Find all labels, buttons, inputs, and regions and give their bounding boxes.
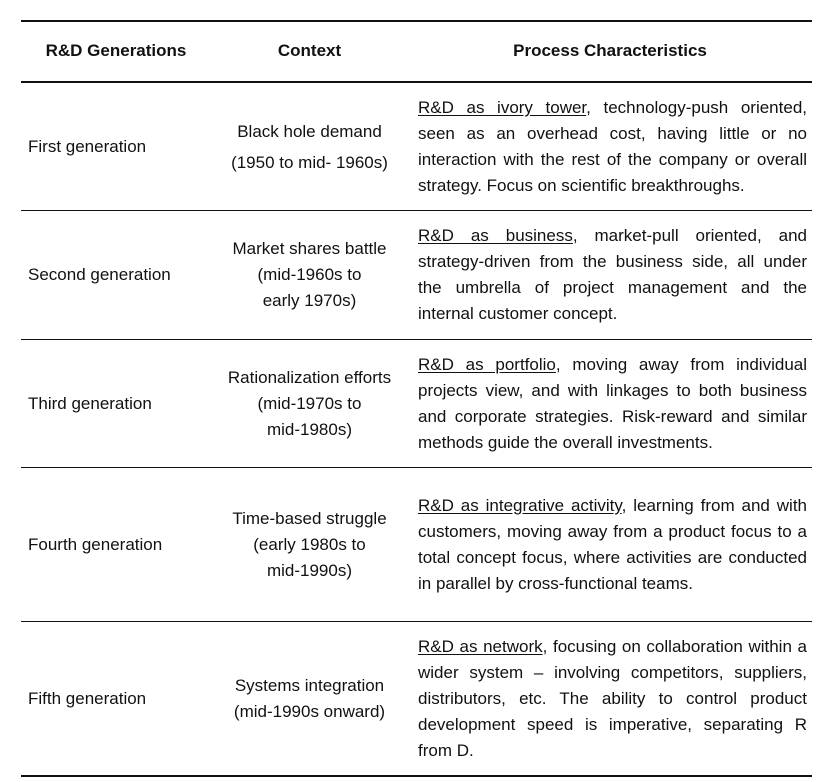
- header-generations: R&D Generations: [45, 41, 187, 60]
- context-line: (mid-1960s to: [257, 265, 362, 284]
- process-text: [418, 493, 807, 597]
- table-row-fifth: [21, 622, 812, 775]
- process-lead: R&D as network: [418, 636, 543, 656]
- process-cell: [418, 622, 807, 775]
- bottom-rule: [21, 775, 812, 777]
- context-line: Time-based struggle: [232, 508, 387, 528]
- process-rest: , learning from and with customers, moving away from a product focus to a total concept focus, where activities are conducted in parallel by cross-functional teams.: [418, 495, 807, 593]
- process-text: [418, 95, 807, 199]
- generation-label: Fourth generation: [28, 534, 163, 554]
- header-context: Context: [277, 41, 342, 60]
- process-cell: [418, 340, 807, 467]
- generation-cell: [28, 340, 211, 467]
- context-line: (1950 to mid- 1960s): [231, 152, 388, 172]
- context-cell: [211, 83, 408, 210]
- table-row-second: [21, 211, 812, 339]
- table-header: [21, 20, 812, 82]
- process-rest: , moving away from individual projects view, and with linkages to both business and corporate strategies. Risk-reward and similar methods guide the overall investments.: [418, 354, 807, 452]
- table-row-third: [21, 340, 812, 467]
- generation-label: Third generation: [28, 393, 152, 413]
- context-line: Rationalization efforts: [227, 367, 392, 387]
- generation-label: Fifth generation: [28, 688, 147, 708]
- process-lead: R&D as ivory tower: [418, 97, 587, 117]
- generation-cell: [28, 468, 211, 621]
- generation-cell: [28, 622, 211, 775]
- process-cell: [418, 468, 807, 621]
- rd-generations-table: [21, 20, 812, 778]
- context-line: mid-1990s): [266, 560, 353, 580]
- context-cell: [211, 340, 408, 467]
- process-rest: , market-pull oriented, and strategy-driven from the business side, all under the umbrella of project management and the internal customer concept.: [418, 226, 808, 323]
- generation-cell: [28, 83, 211, 210]
- process-text: [418, 223, 807, 327]
- process-cell: [418, 211, 807, 339]
- table-row-fourth: [21, 468, 812, 621]
- generation-label: Second generation: [28, 265, 171, 284]
- context-line: Black hole demand: [237, 121, 382, 141]
- process-text: [418, 352, 807, 456]
- generation-cell: [28, 211, 211, 339]
- context-cell: [211, 211, 408, 339]
- context-cell: [211, 468, 408, 621]
- context-line: (early 1980s to: [253, 534, 366, 554]
- context-line: mid-1980s): [266, 419, 353, 439]
- context-line: early 1970s): [262, 291, 357, 310]
- process-lead: R&D as portfolio: [418, 354, 556, 374]
- process-cell: [418, 83, 807, 210]
- context-cell: [211, 622, 408, 775]
- generation-label: First generation: [28, 136, 147, 156]
- context-line: (mid-1970s to: [257, 393, 362, 413]
- table-row-first: [21, 83, 812, 210]
- process-rest: , focusing on collaboration within a wider system – involving competitors, suppliers, distributors, etc. The ability to control product development speed is imperative, separating R from D.: [418, 636, 807, 760]
- context-line: Systems integration: [234, 675, 385, 695]
- process-lead: R&D as business: [418, 226, 573, 245]
- process-lead: R&D as integrative activity: [418, 495, 622, 515]
- context-line: Market shares battle: [232, 239, 387, 258]
- process-text: [418, 634, 807, 764]
- process-rest: , technology-push oriented, seen as an overhead cost, having little or no interaction with the rest of the company or overall strategy. Focus on scientific breakthroughs.: [418, 97, 807, 195]
- context-line: (mid-1990s onward): [233, 701, 386, 721]
- header-process: Process Characteristics: [513, 41, 707, 60]
